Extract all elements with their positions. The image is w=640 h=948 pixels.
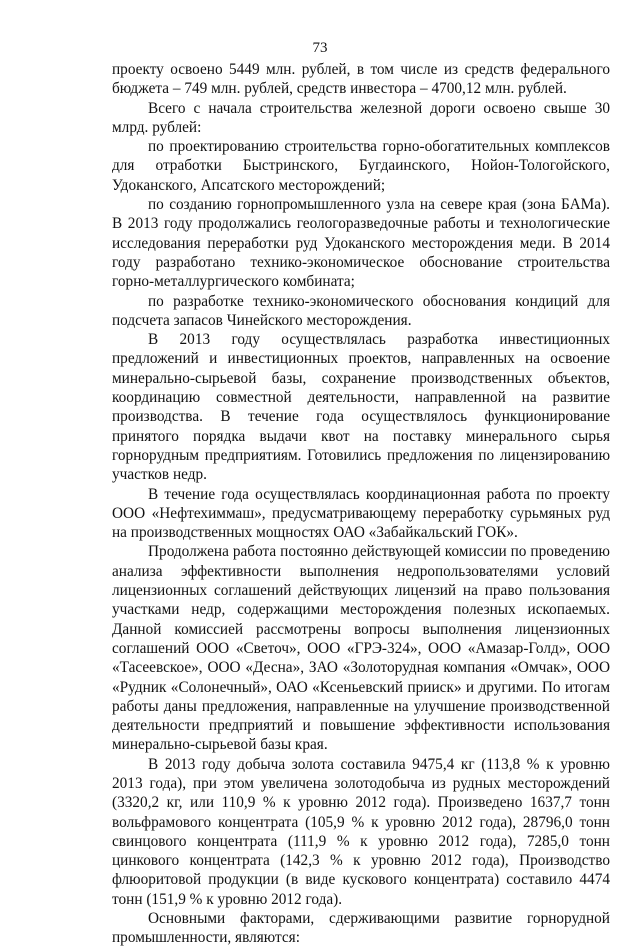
- paragraph: проекту освоено 5449 млн. рублей, в том числе из средств федерального бюджета – 749 млн. рублей, средств инвестора – 4700,12 млн. рублей.: [112, 61, 610, 98]
- paragraph: В 2013 году осуществлялась разработка инвестиционных предложений и инвестиционных проектов, направленных на освоение минерально-сырьевой базы, сохранение производственных объектов, координацию совместной деятельности, направленной на развитие производства. В течение года осуществлялось функционирование принятого порядка выдачи квот на поставку минерального сырья горнорудным предприятиям. Готовились предложения по лицензированию участков недр.: [112, 331, 610, 484]
- paragraph: Всего с начала строительства железной дороги освоено свыше 30 млрд. рублей:: [112, 99, 610, 136]
- paragraph: Основными факторами, сдерживающими развитие горнорудной промышленности, являются:: [112, 910, 610, 947]
- page-number: 73: [312, 40, 328, 56]
- paragraph: по разработке технико-экономического обоснования кондиций для подсчета запасов Чинейского месторождения.: [112, 292, 610, 329]
- paragraph: по проектированию строительства горно-обогатительных комплексов для отработки Быстринского, Бугдаинского, Нойон-Тологойского, Удоканского, Апсатского месторождений;: [112, 138, 610, 194]
- document-body: [112, 60, 610, 948]
- paragraph: по созданию горнопромышленного узла на севере края (зона БАМа). В 2013 году продолжались геологоразведочные работы и технологические исследования переработки руд Удоканского месторождения меди. В 2014 году разработано технико-экономическое обоснование строительства горно-металлургического комбината;: [112, 196, 610, 291]
- paragraph: В течение года осуществлялась координационная работа по проекту ООО «Нефтехиммаш», предусматривающему переработку сурьмяных руд на производственных мощностях ОАО «Забайкальский ГОК».: [112, 485, 610, 542]
- paragraph: Продолжена работа постоянно действующей комиссии по проведению анализа эффективности выполнения недропользователями условий лицензионных соглашений действующих лицензий на право пользования участками недр, содержащими месторождения полезных ископаемых. Данной комиссией рассмотрены вопросы выполнения лицензионных соглашений ООО «Светоч», ООО «ГРЭ-324», ООО «Амазар-Голд», ООО «Тасеевское», ООО «Десна», ЗАО «Золоторудная компания «Омчак», ООО «Рудник «Солонечный», ОАО «Ксеньевский прииск» и другими. По итогам работы даны предложения, направленные на улучшение производственной деятельности предприятий и повышение эффективности использования минерально-сырьевой базы края.: [112, 543, 610, 754]
- paragraph: В 2013 году добыча золота составила 9475,4 кг (113,8 % к уровню 2013 года), при этом увеличена золотодобыча из рудных месторождений (3320,2 кг, или 110,9 % к уровню 2012 года). Произведено 1637,7 тонн вольфрамового концентрата (105,9 % к уровню 2012 года), 28796,0 тонн свинцового концентрата (111,9 % к уровню 2012 года), 7285,0 тонн цинкового концентрата (142,3 % к уровню 2012 года), Производство флюоритовой продукции (в виде кускового концентрата) составило 4474 тонн (151,9 % к уровню 2012 года).: [112, 755, 610, 908]
